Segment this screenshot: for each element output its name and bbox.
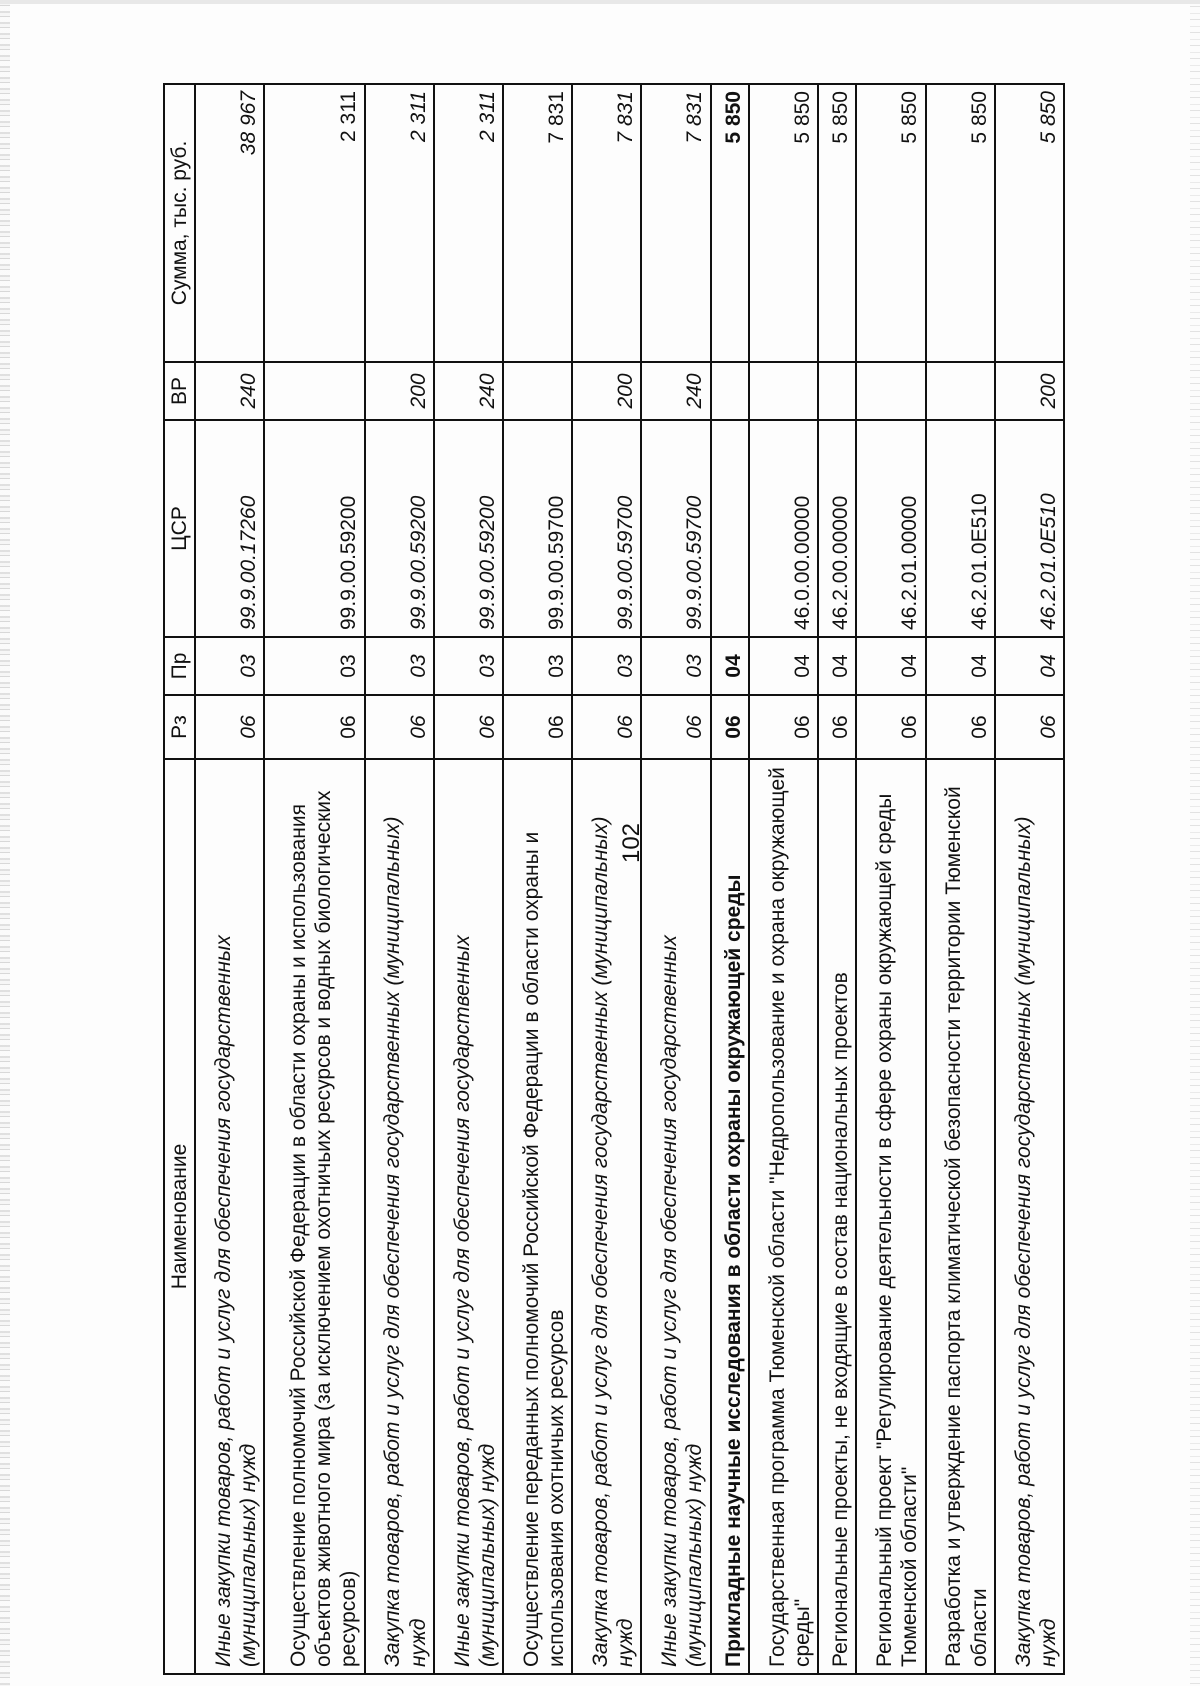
cell-sum: 5 850: [818, 84, 856, 362]
cell-pr: 04: [711, 637, 749, 695]
cell-sum: 7 831: [572, 84, 641, 362]
cell-vr: [264, 362, 364, 420]
cell-sum: 7 831: [641, 84, 710, 362]
cell-sum: 2 311: [434, 84, 503, 362]
cell-name: Закупка товаров, работ и услуг для обеспечения государственных (муниципальных) нужд: [365, 759, 434, 1674]
cell-csr: [711, 420, 749, 637]
table-row: [995, 84, 1064, 1674]
cell-name: Региональный проект "Регулирование деятельности в сфере охраны окружающей среды Тюменской области": [856, 759, 925, 1674]
cell-vr: 240: [641, 362, 710, 420]
cell-name: Разработка и утверждение паспорта климатической безопасности территории Тюменской области: [926, 759, 995, 1674]
cell-sum: 7 831: [503, 84, 572, 362]
table-row: [749, 84, 818, 1674]
cell-sum: 38 967: [195, 84, 264, 362]
budget-table: [163, 83, 1065, 1675]
header-sum: Сумма, тыс. руб.: [164, 84, 195, 362]
cell-rz: 06: [434, 695, 503, 759]
table-row: [818, 84, 856, 1674]
cell-vr: [749, 362, 818, 420]
cell-csr: 99.9.00.59200: [434, 420, 503, 637]
cell-sum: 5 850: [995, 84, 1064, 362]
cell-pr: 03: [572, 637, 641, 695]
cell-name: Закупка товаров, работ и услуг для обеспечения государственных (муниципальных) нужд: [995, 759, 1064, 1674]
cell-vr: [711, 362, 749, 420]
cell-sum: 5 850: [749, 84, 818, 362]
cell-rz: 06: [749, 695, 818, 759]
cell-vr: [503, 362, 572, 420]
cell-rz: 06: [365, 695, 434, 759]
cell-rz: 06: [856, 695, 925, 759]
cell-csr: 99.9.00.59700: [572, 420, 641, 637]
cell-pr: 03: [434, 637, 503, 695]
header-pr: Пр: [164, 637, 195, 695]
cell-rz: 06: [818, 695, 856, 759]
cell-rz: 06: [711, 695, 749, 759]
cell-pr: 03: [641, 637, 710, 695]
cell-pr: 04: [995, 637, 1064, 695]
cell-csr: 46.2.01.0Е510: [995, 420, 1064, 637]
table-row: [711, 84, 749, 1674]
cell-pr: 03: [503, 637, 572, 695]
cell-pr: 03: [195, 637, 264, 695]
cell-rz: 06: [195, 695, 264, 759]
cell-csr: 99.9.00.59700: [641, 420, 710, 637]
cell-name: Государственная программа Тюменской области "Недропользование и охрана окружающей среды": [749, 759, 818, 1674]
cell-name: Осуществление полномочий Российской Федерации в области охраны и использования объектов животного мира (за исключением охотничьих ресурсов и водных биологических ресурсов): [264, 759, 364, 1674]
table-row: [572, 84, 641, 1674]
cell-vr: 240: [434, 362, 503, 420]
cell-rz: 06: [264, 695, 364, 759]
table-row: [503, 84, 572, 1674]
cell-pr: 04: [926, 637, 995, 695]
cell-sum: 5 850: [926, 84, 995, 362]
header-csr: ЦСР: [164, 420, 195, 637]
cell-csr: 46.2.01.00000: [856, 420, 925, 637]
cell-vr: 200: [995, 362, 1064, 420]
cell-vr: 240: [195, 362, 264, 420]
cell-rz: 06: [503, 695, 572, 759]
cell-rz: 06: [641, 695, 710, 759]
table-row: [641, 84, 710, 1674]
cell-sum: 5 850: [856, 84, 925, 362]
scan-edge-top: [0, 0, 1200, 4]
cell-pr: 03: [264, 637, 364, 695]
cell-vr: [818, 362, 856, 420]
cell-csr: 99.9.00.59200: [264, 420, 364, 637]
cell-name: Закупка товаров, работ и услуг для обеспечения государственных (муниципальных) нужд: [572, 759, 641, 1674]
cell-csr: 99.9.00.17260: [195, 420, 264, 637]
scan-edge-right: [1190, 0, 1200, 1686]
cell-sum: 5 850: [711, 84, 749, 362]
cell-pr: 04: [749, 637, 818, 695]
cell-vr: 200: [572, 362, 641, 420]
table-row: [264, 84, 364, 1674]
cell-name: Иные закупки товаров, работ и услуг для обеспечения государственных (муниципальных) нужд: [195, 759, 264, 1674]
table-row: [195, 84, 264, 1674]
table-row: [365, 84, 434, 1674]
cell-vr: 200: [365, 362, 434, 420]
header-vr: ВР: [164, 362, 195, 420]
page-number: 102: [618, 822, 645, 864]
table-row: [856, 84, 925, 1674]
cell-vr: [856, 362, 925, 420]
cell-csr: 99.9.00.59200: [365, 420, 434, 637]
cell-csr: 46.2.00.00000: [818, 420, 856, 637]
cell-name: Иные закупки товаров, работ и услуг для обеспечения государственных (муниципальных) нужд: [641, 759, 710, 1674]
cell-rz: 06: [926, 695, 995, 759]
cell-vr: [926, 362, 995, 420]
cell-pr: 04: [856, 637, 925, 695]
cell-csr: 46.2.01.0Е510: [926, 420, 995, 637]
cell-name: Прикладные научные исследования в области охраны окружающей среды: [711, 759, 749, 1674]
cell-sum: 2 311: [365, 84, 434, 362]
cell-name: Региональные проекты, не входящие в состав национальных проектов: [818, 759, 856, 1674]
table-body: [195, 84, 1064, 1674]
header-rz: Рз: [164, 695, 195, 759]
cell-rz: 06: [572, 695, 641, 759]
table-header-row: [164, 84, 195, 1674]
cell-csr: 46.0.00.00000: [749, 420, 818, 637]
cell-name: Иные закупки товаров, работ и услуг для обеспечения государственных (муниципальных) нужд: [434, 759, 503, 1674]
cell-pr: 03: [365, 637, 434, 695]
cell-pr: 04: [818, 637, 856, 695]
cell-name: Осуществление переданных полномочий Российской Федерации в области охраны и использования охотничьих ресурсов: [503, 759, 572, 1674]
scan-edge-left: [0, 0, 10, 1686]
cell-sum: 2 311: [264, 84, 364, 362]
table-row: [926, 84, 995, 1674]
cell-csr: 99.9.00.59700: [503, 420, 572, 637]
table-row: [434, 84, 503, 1674]
header-name: Наименование: [164, 759, 195, 1674]
cell-rz: 06: [995, 695, 1064, 759]
rotated-table-container: [163, 85, 1065, 1675]
